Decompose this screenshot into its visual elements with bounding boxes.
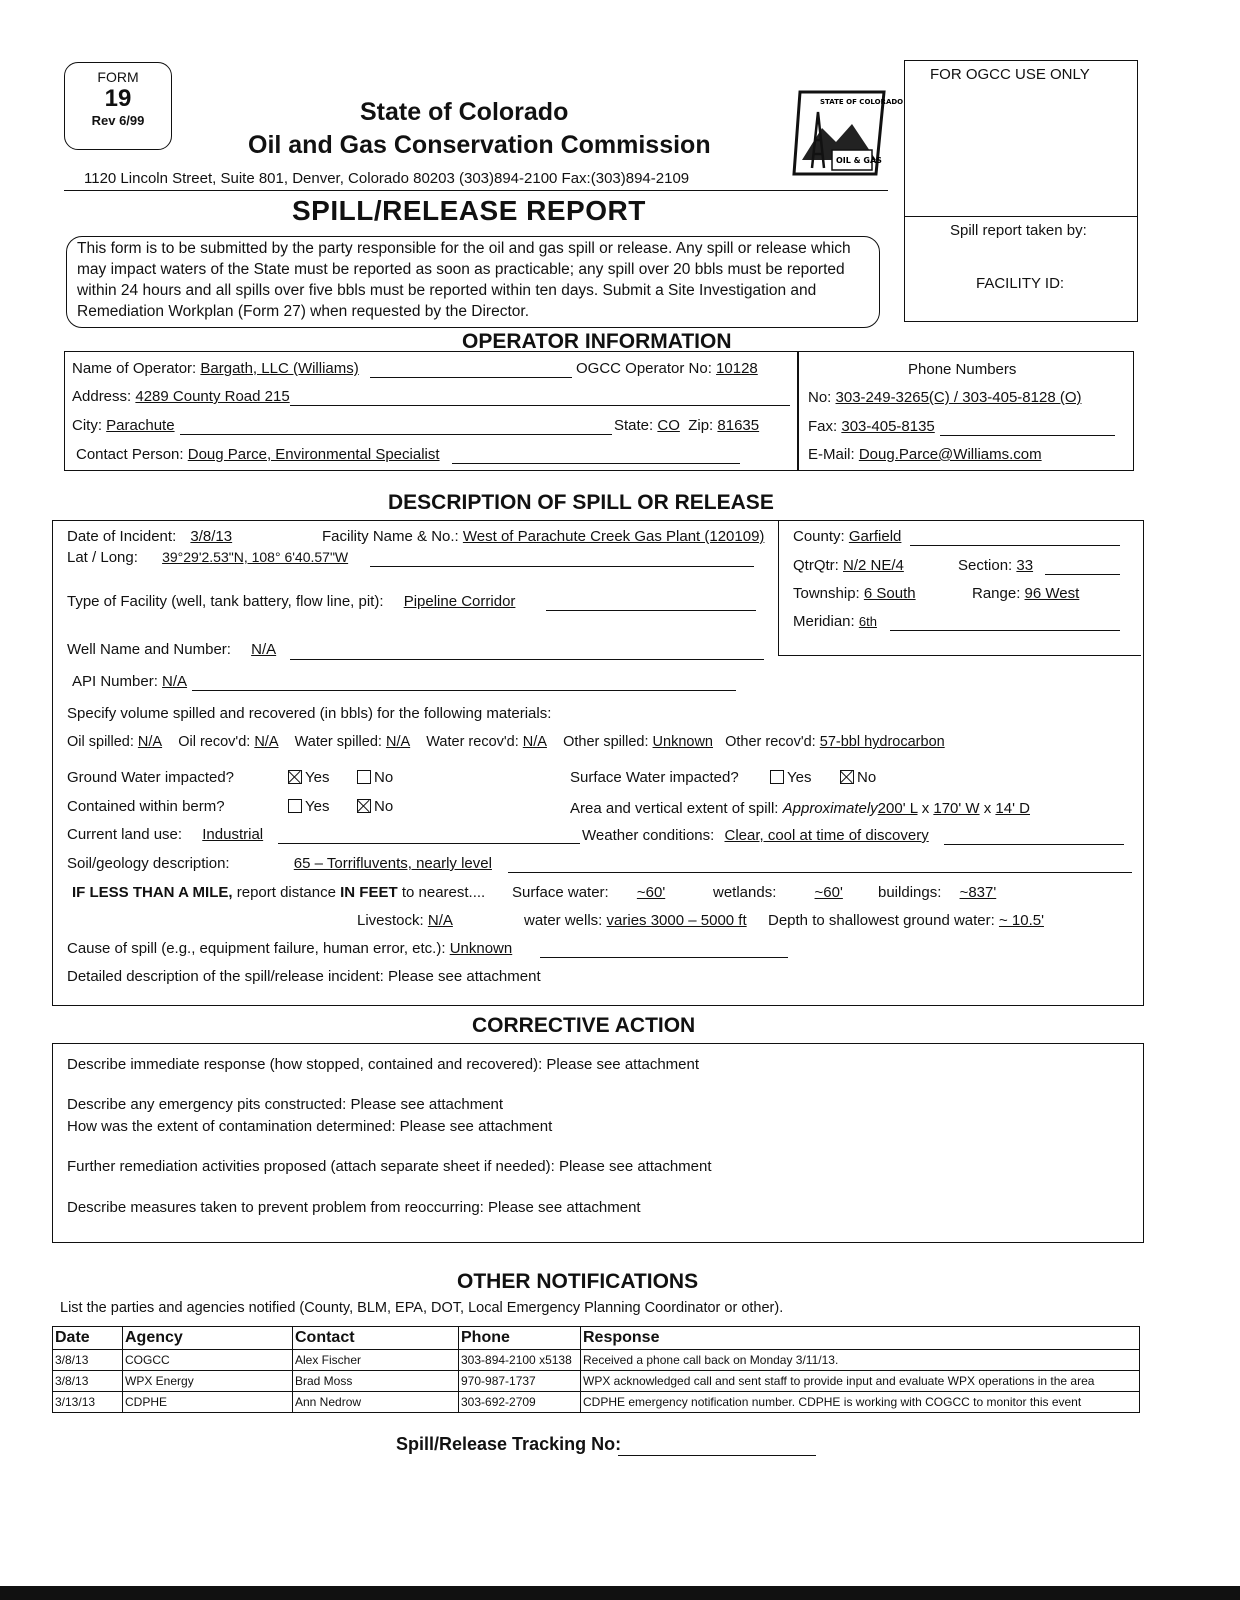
operator-state: CO bbox=[657, 417, 680, 434]
cell-response: WPX acknowledged call and sent staff to provide input and evaluate WPX operations in the area bbox=[581, 1371, 1140, 1392]
meridian: 6th bbox=[858, 614, 877, 629]
incident-date: 3/8/13 bbox=[190, 528, 233, 545]
area-label: Area and vertical extent of spill: bbox=[570, 800, 779, 817]
surfacewater-label: Surface Water impacted? bbox=[570, 769, 739, 786]
water-spilled-label: Water spilled: bbox=[294, 734, 382, 750]
facility-type: Pipeline Corridor bbox=[403, 593, 516, 610]
weather-line bbox=[944, 844, 1124, 845]
notifications-section-title: OTHER NOTIFICATIONS bbox=[457, 1270, 699, 1293]
latlong-label: Lat / Long: bbox=[67, 549, 138, 566]
times-sign: x bbox=[921, 800, 930, 817]
berm-label: Contained within berm? bbox=[67, 798, 225, 815]
county-label: County: bbox=[793, 528, 845, 545]
cause-label: Cause of spill (e.g., equipment failure, human error, etc.): bbox=[67, 940, 446, 957]
meridian-line bbox=[890, 630, 1120, 631]
cell-date: 3/8/13 bbox=[53, 1350, 123, 1371]
cell-response: Received a phone call back on Monday 3/11/13. bbox=[581, 1350, 1140, 1371]
surfacewater-yes[interactable] bbox=[770, 769, 811, 786]
surfacewater-no[interactable] bbox=[840, 769, 876, 786]
yes-label: Yes bbox=[305, 769, 330, 786]
fax-label: Fax: bbox=[808, 418, 838, 435]
city-line bbox=[180, 434, 612, 435]
api-line bbox=[192, 690, 736, 691]
livestock-label: Livestock: bbox=[357, 912, 424, 929]
tracking-number-field[interactable] bbox=[618, 1455, 816, 1456]
soil-line bbox=[508, 872, 1132, 873]
cause: Unknown bbox=[449, 940, 513, 957]
weather-label: Weather conditions: bbox=[582, 827, 715, 844]
contact-person: Doug Parce, Environmental Specialist bbox=[187, 446, 440, 463]
range-label: Range: bbox=[972, 585, 1021, 602]
operator-section-title: OPERATOR INFORMATION bbox=[462, 330, 732, 353]
notifications-instructions: List the parties and agencies notified (County, BLM, EPA, DOT, Local Emergency Planning Coordinator or other). bbox=[60, 1300, 784, 1316]
volume-instructions: Specify volume spilled and recovered (in bbls) for the following materials: bbox=[67, 705, 552, 722]
facility-label: Facility Name & No.: bbox=[322, 528, 459, 545]
yes-label: Yes bbox=[787, 769, 812, 786]
state-title: State of Colorado bbox=[360, 98, 569, 126]
landuse-line bbox=[278, 843, 580, 844]
colorado-oil-gas-logo-icon bbox=[792, 90, 904, 176]
water-spilled: N/A bbox=[385, 734, 411, 750]
address-label: Address: bbox=[72, 388, 132, 405]
water-recov-label: Water recov'd: bbox=[426, 734, 519, 750]
facility-id-label: FACILITY ID: bbox=[976, 275, 1065, 292]
state-label: State: bbox=[614, 417, 654, 434]
api-label: API Number: bbox=[72, 673, 158, 690]
well-label: Well Name and Number: bbox=[67, 641, 231, 658]
land-use: Industrial bbox=[202, 826, 264, 843]
other-recov-label: Other recov'd: bbox=[725, 734, 816, 750]
area-approx: Approximately bbox=[782, 800, 878, 817]
header-date: Date bbox=[53, 1327, 123, 1350]
commission-address: 1120 Lincoln Street, Suite 801, Denver, Colorado 80203 (303)894-2100 Fax:(303)894-2109 bbox=[84, 170, 690, 187]
header-contact: Contact bbox=[293, 1327, 459, 1350]
api-number: N/A bbox=[162, 673, 188, 690]
checkbox-empty-icon[interactable] bbox=[770, 770, 784, 784]
cell-date: 3/8/13 bbox=[53, 1371, 123, 1392]
operator-no: 10128 bbox=[716, 360, 758, 377]
range: 96 West bbox=[1024, 585, 1080, 602]
form-label: FORM bbox=[97, 69, 139, 85]
cell-agency: CDPHE bbox=[123, 1392, 293, 1413]
report-title: SPILL/RELEASE REPORT bbox=[292, 195, 646, 226]
area-length: 200' L bbox=[877, 800, 918, 817]
extent-determination: How was the extent of contamination determined: Please see attachment bbox=[67, 1118, 553, 1135]
operator-no-label: OGCC Operator No: bbox=[576, 360, 712, 377]
facility-type-line bbox=[546, 610, 756, 611]
form-revision: Rev 6/99 bbox=[91, 113, 145, 128]
table-row bbox=[53, 1392, 1140, 1413]
form-number-box bbox=[64, 62, 172, 150]
checkbox-empty-icon[interactable] bbox=[288, 799, 302, 813]
qtrqtr: N/2 NE/4 bbox=[843, 557, 904, 574]
mile-rest: report distance bbox=[236, 884, 336, 901]
groundwater-yes[interactable] bbox=[288, 769, 329, 786]
form-number: 19 bbox=[104, 85, 132, 112]
surface-water-distance: ~60' bbox=[636, 884, 666, 901]
prevention-measures: Describe measures taken to prevent problem from reoccurring: Please see attachment bbox=[67, 1199, 641, 1216]
mile-bold: IF LESS THAN A MILE, bbox=[72, 884, 233, 901]
cell-phone: 970-987-1737 bbox=[459, 1371, 581, 1392]
oil-spilled: N/A bbox=[137, 734, 163, 750]
header-response: Response bbox=[581, 1327, 1140, 1350]
meridian-label: Meridian: bbox=[793, 613, 855, 630]
latlong: 39°29'2.53"N, 108° 6'40.57"W bbox=[162, 549, 349, 565]
facility-name: West of Parachute Creek Gas Plant (120109) bbox=[462, 528, 765, 545]
header-rule bbox=[64, 190, 888, 191]
well-name: N/A bbox=[251, 641, 277, 658]
buildings-label: buildings: bbox=[878, 884, 942, 901]
oil-recovered: N/A bbox=[254, 734, 279, 750]
latlong-line bbox=[370, 566, 754, 567]
cell-phone: 303-692-2709 bbox=[459, 1392, 581, 1413]
table-row bbox=[53, 1350, 1140, 1371]
phone-no-label: No: bbox=[808, 389, 832, 406]
qtrqtr-label: QtrQtr: bbox=[793, 557, 839, 574]
oil-recov-label: Oil recov'd: bbox=[178, 734, 251, 750]
groundwater-depth-label: Depth to shallowest ground water: bbox=[768, 912, 995, 929]
wetlands-label: wetlands: bbox=[713, 884, 777, 901]
operator-name-line bbox=[370, 377, 572, 378]
operator-city: Parachute bbox=[106, 417, 175, 434]
surface-water-label: Surface water: bbox=[512, 884, 609, 901]
no-label: No bbox=[374, 769, 394, 786]
no-label: No bbox=[857, 769, 877, 786]
soil-label: Soil/geology description: bbox=[67, 855, 230, 872]
phone-no: 303-249-3265(C) / 303-405-8128 (O) bbox=[835, 389, 1082, 406]
township-label: Township: bbox=[793, 585, 860, 602]
cell-contact: Ann Nedrow bbox=[293, 1392, 459, 1413]
township: 6 South bbox=[863, 585, 916, 602]
checkbox-checked-icon[interactable] bbox=[288, 770, 302, 784]
cell-contact: Alex Fischer bbox=[293, 1350, 459, 1371]
fax-line bbox=[940, 435, 1115, 436]
section: 33 bbox=[1016, 557, 1034, 574]
county-line bbox=[910, 545, 1120, 546]
weather: Clear, cool at time of discovery bbox=[724, 827, 929, 844]
ogcc-use-title: FOR OGCC USE ONLY bbox=[930, 66, 1090, 83]
to-nearest: to nearest.... bbox=[401, 884, 486, 901]
date-label: Date of Incident: bbox=[67, 528, 177, 545]
operator-name-label: Name of Operator: bbox=[72, 360, 197, 377]
wetlands-distance: ~60' bbox=[814, 884, 843, 901]
logo-text-bottom: OIL & GAS bbox=[836, 156, 882, 165]
contact-line bbox=[452, 463, 740, 464]
cell-contact: Brad Moss bbox=[293, 1371, 459, 1392]
header-agency: Agency bbox=[123, 1327, 293, 1350]
section-label: Section: bbox=[958, 557, 1013, 574]
detailed-description: Detailed description of the spill/release incident: Please see attachment bbox=[67, 968, 541, 985]
water-recovered: N/A bbox=[522, 734, 547, 750]
berm-yes[interactable] bbox=[288, 798, 329, 815]
berm-no[interactable] bbox=[357, 798, 393, 815]
operator-zip: 81635 bbox=[717, 417, 760, 434]
logo-text-top: STATE OF COLORADO bbox=[820, 98, 904, 106]
oil-spilled-label: Oil spilled: bbox=[67, 734, 134, 750]
immediate-response: Describe immediate response (how stopped, contained and recovered): Please see attachment bbox=[67, 1056, 700, 1073]
cell-agency: WPX Energy bbox=[123, 1371, 293, 1392]
groundwater-no[interactable] bbox=[357, 769, 393, 786]
county: Garfield bbox=[848, 528, 902, 545]
header-phone: Phone bbox=[459, 1327, 581, 1350]
operator-name: Bargath, LLC (Williams) bbox=[200, 360, 359, 377]
checkbox-checked-icon[interactable] bbox=[357, 799, 371, 813]
city-label: City: bbox=[72, 417, 102, 434]
cause-line bbox=[540, 957, 788, 958]
other-recovered: 57-bbl hydrocarbon bbox=[819, 734, 945, 750]
livestock-distance: N/A bbox=[427, 912, 453, 929]
spill-section-title: DESCRIPTION OF SPILL OR RELEASE bbox=[388, 491, 774, 514]
tracking-label: Spill/Release Tracking No: bbox=[396, 1434, 622, 1454]
commission-title: Oil and Gas Conservation Commission bbox=[248, 131, 711, 159]
contact-label: Contact Person: bbox=[76, 446, 184, 463]
fax-no: 303-405-8135 bbox=[841, 418, 935, 435]
yes-label: Yes bbox=[305, 798, 330, 815]
further-remediation: Further remediation activities proposed (attach separate sheet if needed): Please see attachment bbox=[67, 1158, 712, 1175]
well-line bbox=[290, 659, 764, 660]
other-spilled-label: Other spilled: bbox=[563, 734, 649, 750]
times-sign: x bbox=[983, 800, 992, 817]
address-line bbox=[290, 405, 790, 406]
section-line bbox=[1045, 574, 1120, 575]
table-header-row bbox=[53, 1327, 1140, 1350]
cell-phone: 303-894-2100 x5138 bbox=[459, 1350, 581, 1371]
groundwater-label: Ground Water impacted? bbox=[67, 769, 235, 786]
phone-numbers-title: Phone Numbers bbox=[908, 361, 1017, 378]
buildings-distance: ~837' bbox=[959, 884, 997, 901]
corrective-section-title: CORRECTIVE ACTION bbox=[472, 1014, 696, 1037]
checkbox-empty-icon[interactable] bbox=[357, 770, 371, 784]
area-width: 170' W bbox=[933, 800, 980, 817]
spill-report-taken-by: Spill report taken by: bbox=[950, 222, 1087, 239]
no-label: No bbox=[374, 798, 394, 815]
ogcc-box-divider bbox=[904, 216, 1138, 217]
cell-response: CDPHE emergency notification number. CDPHE is working with COGCC to monitor this event bbox=[581, 1392, 1140, 1413]
other-spilled: Unknown bbox=[652, 734, 713, 750]
zip-label: Zip: bbox=[688, 417, 714, 434]
operator-address: 4289 County Road 215 bbox=[135, 388, 290, 405]
landuse-label: Current land use: bbox=[67, 826, 183, 843]
facility-type-label: Type of Facility (well, tank battery, flow line, pit): bbox=[67, 593, 384, 610]
table-row bbox=[53, 1371, 1140, 1392]
intro-instructions: This form is to be submitted by the party responsible for the oil and gas spill or release. Any spill or release which may impact waters of the State must be reported as soon as practicable; any spill over 20 bbls must be reported within 24 hours and all spills over five bbls must be reported within ten days. Submit a Site Investigation and Remediation Workplan (Form 27) when requested by the Director. bbox=[66, 236, 880, 328]
cell-agency: COGCC bbox=[123, 1350, 293, 1371]
cell-date: 3/13/13 bbox=[53, 1392, 123, 1413]
area-depth: 14' D bbox=[995, 800, 1030, 817]
checkbox-checked-icon[interactable] bbox=[840, 770, 854, 784]
emergency-pits: Describe any emergency pits constructed: Please see attachment bbox=[67, 1096, 504, 1113]
water-wells-label: water wells: bbox=[524, 912, 603, 929]
email-label: E-Mail: bbox=[808, 446, 855, 463]
in-feet: IN FEET bbox=[340, 884, 398, 901]
scan-bottom-border bbox=[0, 1586, 1240, 1600]
notifications-table bbox=[52, 1326, 1140, 1413]
email: Doug.Parce@Williams.com bbox=[858, 446, 1042, 463]
water-wells-distance: varies 3000 – 5000 ft bbox=[606, 912, 747, 929]
soil: 65 – Torrifluvents, nearly level bbox=[293, 855, 492, 872]
groundwater-depth: ~ 10.5' bbox=[998, 912, 1044, 929]
